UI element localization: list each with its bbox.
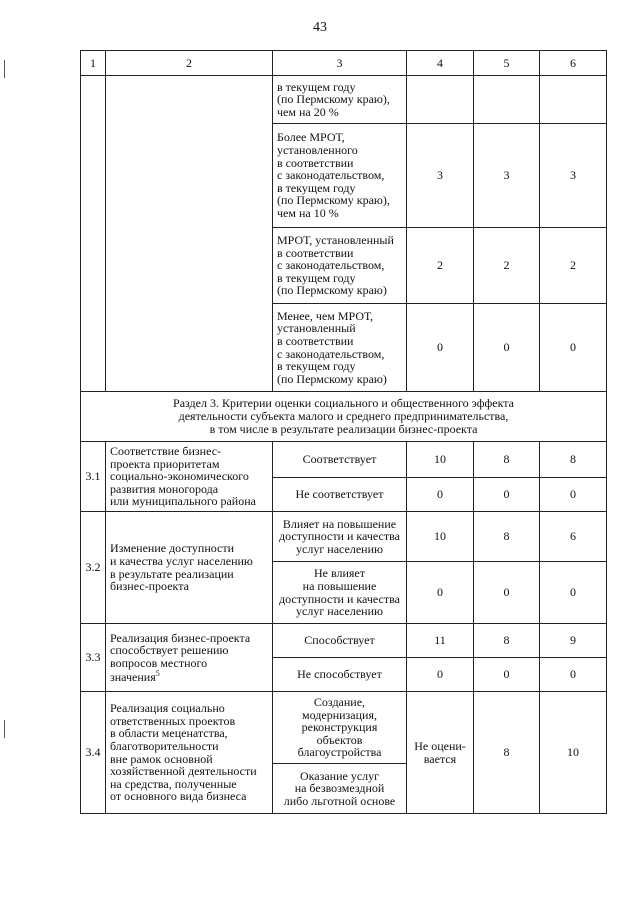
score-cell: 10 <box>540 692 607 814</box>
score-cell: 0 <box>540 562 607 624</box>
score-cell: 8 <box>540 442 607 478</box>
score-cell: 6 <box>540 512 607 562</box>
score-cell: 0 <box>540 478 607 512</box>
empty-cell <box>81 76 106 392</box>
option-cell: Не соответствует <box>273 478 407 512</box>
option-cell: в текущем году (по Пермскому краю), чем на 20 % <box>273 76 407 124</box>
score-cell <box>474 76 540 124</box>
option-cell: Не способствует <box>273 658 407 692</box>
option-cell: Соответствует <box>273 442 407 478</box>
score-cell: 2 <box>540 228 607 304</box>
table-row <box>81 442 607 478</box>
score-cell: 0 <box>407 562 474 624</box>
option-cell: Оказание услуг на безвозмездной либо льготной основе <box>273 764 407 814</box>
score-cell: 9 <box>540 624 607 658</box>
score-cell <box>407 76 474 124</box>
criterion-cell: Изменение доступности и качества услуг населению в результате реализации бизнес-проекта <box>106 512 273 624</box>
score-cell: 2 <box>474 228 540 304</box>
margin-mark <box>4 720 5 738</box>
score-cell <box>540 76 607 124</box>
score-cell: 8 <box>474 692 540 814</box>
option-cell: Не влияет на повышение доступности и качества услуг населению <box>273 562 407 624</box>
column-number: 2 <box>106 51 273 76</box>
option-cell: Влияет на повышение доступности и качества услуг населению <box>273 512 407 562</box>
score-cell: 11 <box>407 624 474 658</box>
column-number: 6 <box>540 51 607 76</box>
score-cell: 2 <box>407 228 474 304</box>
criterion-cell <box>106 624 273 692</box>
table-row <box>81 76 607 124</box>
option-cell: Менее, чем МРОТ, установленный в соответствии с законодательством, в текущем году (по Пермскому краю) <box>273 304 407 392</box>
table-row <box>81 512 607 562</box>
section-title: Раздел 3. Критерии оценки социального и общественного эффекта деятельности субъекта малого и среднего предпринимательства, в том числе в результате реализации бизнес-проекта <box>81 392 607 442</box>
score-cell: 3 <box>407 124 474 228</box>
score-cell: Не оцени- вается <box>407 692 474 814</box>
criterion-cell: Реализация социально ответственных проектов в области меценатства, благотворительности вне рамок основной хозяйственной деятельности на средства, полученные от основного вида бизнеса <box>106 692 273 814</box>
table-row <box>81 624 607 658</box>
score-cell: 8 <box>474 512 540 562</box>
score-cell: 0 <box>407 304 474 392</box>
section-row <box>81 392 607 442</box>
criteria-table <box>80 50 607 814</box>
column-number: 3 <box>273 51 407 76</box>
score-cell: 10 <box>407 442 474 478</box>
score-cell: 0 <box>474 304 540 392</box>
score-cell: 8 <box>474 624 540 658</box>
row-number: 3.1 <box>81 442 106 512</box>
score-cell: 0 <box>474 478 540 512</box>
empty-cell <box>106 76 273 392</box>
score-cell: 0 <box>407 478 474 512</box>
score-cell: 0 <box>474 562 540 624</box>
row-number: 3.4 <box>81 692 106 814</box>
footnote-marker: 5 <box>155 668 160 678</box>
criterion-cell: Соответствие бизнес- проекта приоритетам социально-экономического развития моногорода или муниципального района <box>106 442 273 512</box>
criterion-text: Реализация бизнес-проекта способствует решению вопросов местного значения <box>110 630 251 684</box>
column-number: 5 <box>474 51 540 76</box>
option-cell: Способствует <box>273 624 407 658</box>
score-cell: 0 <box>540 658 607 692</box>
score-cell: 3 <box>540 124 607 228</box>
score-cell: 0 <box>407 658 474 692</box>
table-row <box>81 692 607 764</box>
column-number: 4 <box>407 51 474 76</box>
score-cell: 8 <box>474 442 540 478</box>
page-number: 43 <box>313 20 327 35</box>
score-cell: 0 <box>474 658 540 692</box>
margin-mark <box>4 60 5 78</box>
score-cell: 10 <box>407 512 474 562</box>
score-cell: 3 <box>474 124 540 228</box>
option-cell: МРОТ, установленный в соответствии с законодательством, в текущем году (по Пермскому краю) <box>273 228 407 304</box>
column-number: 1 <box>81 51 106 76</box>
column-number-row <box>81 51 607 76</box>
row-number: 3.2 <box>81 512 106 624</box>
option-cell: Создание, модернизация, реконструкция объектов благоустройства <box>273 692 407 764</box>
score-cell: 0 <box>540 304 607 392</box>
option-cell: Более МРОТ, установленного в соответствии с законодательством, в текущем году (по Пермскому краю), чем на 10 % <box>273 124 407 228</box>
row-number: 3.3 <box>81 624 106 692</box>
